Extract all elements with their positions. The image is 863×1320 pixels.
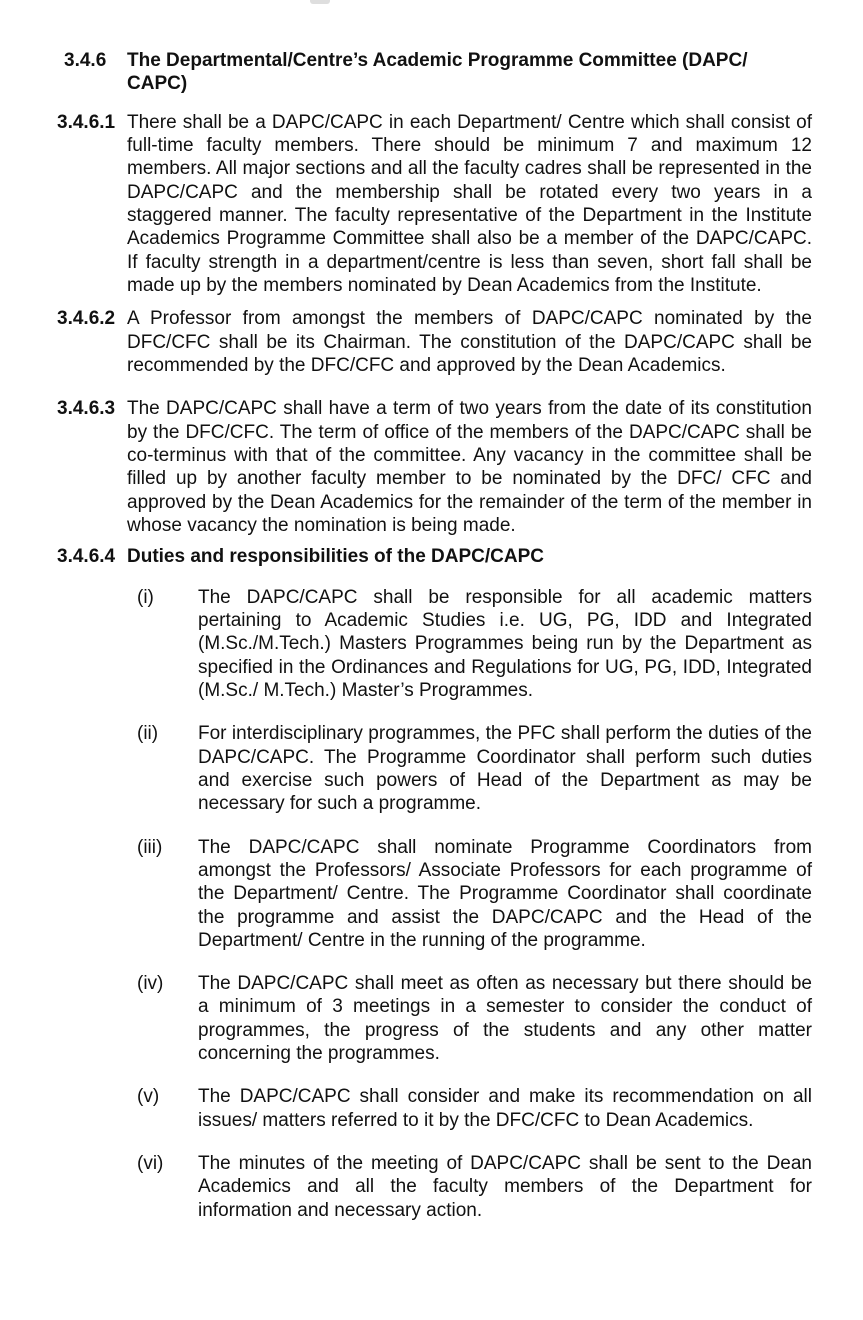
section-paragraph: The DAPC/CAPC shall have a term of two years from the date of its constitution by the DFC/CFC. The term of office of the members of the DAPC/CAPC shall be co-terminus with that of the committee. Any vacancy in the committee shall be filled up by another faculty member to be nominated by the DFC/ CFC and approved by the Dean Academics for the remainder of the term of the member in whose vacancy the nomination is being made. bbox=[127, 398, 812, 536]
section-heading-line-1: The Departmental/Centre’s Academic Programme Committee (DAPC/ bbox=[127, 50, 748, 71]
section-number: 3.4.6.3 bbox=[57, 398, 116, 420]
section-heading-text: Duties and responsibilities of the DAPC/CAPC bbox=[127, 546, 544, 568]
list-item-label: (i) bbox=[137, 586, 154, 608]
section-number: 3.4.6.1 bbox=[57, 111, 116, 133]
list-item-v bbox=[57, 1085, 812, 1132]
section-heading-text bbox=[127, 49, 812, 96]
section-3-4-6-2 bbox=[57, 307, 812, 377]
list-item-text: The minutes of the meeting of DAPC/CAPC shall be sent to the Dean Academics and all the faculty members of the Department for information and necessary action. bbox=[198, 1153, 812, 1221]
section-number: 3.4.6.2 bbox=[57, 308, 116, 330]
scan-artifact bbox=[310, 0, 330, 4]
list-item-label: (iv) bbox=[137, 973, 164, 995]
section-3-4-6-1 bbox=[57, 111, 812, 298]
list-item-label: (ii) bbox=[137, 723, 159, 745]
section-3-4-6-4-heading bbox=[57, 545, 812, 568]
list-item-i bbox=[57, 586, 812, 703]
section-heading-line-2: CAPC) bbox=[127, 73, 188, 95]
list-item-ii bbox=[57, 722, 812, 815]
list-item-label: (vi) bbox=[137, 1153, 164, 1175]
list-item-label: (v) bbox=[137, 1086, 160, 1108]
list-item-text: The DAPC/CAPC shall be responsible for all academic matters pertaining to Academic Studies i.e. UG, PG, IDD and Integrated (M.Sc./M.Tech.) Masters Programmes being run by the Department as specified in the Ordinances and Regulations for UG, PG, IDD, Integrated (M.Sc./ M.Tech.) Master’s Programmes. bbox=[198, 586, 812, 701]
document-content bbox=[57, 49, 812, 1222]
list-item-iv bbox=[57, 972, 812, 1065]
list-item-text: The DAPC/CAPC shall meet as often as necessary but there should be a minimum of 3 meetings in a semester to consider the conduct of programmes, the progress of the students and any other matter concerning the programmes. bbox=[198, 973, 812, 1065]
list-item-text: The DAPC/CAPC shall nominate Programme Coordinators from amongst the Professors/ Associate Professors for each programme of the Department/ Centre. The Programme Coordinator shall coordinate the programme and assist the DAPC/CAPC and the Head of the Department/ Centre in the running of the programme. bbox=[198, 836, 812, 951]
list-item-text: For interdisciplinary programmes, the PFC shall perform the duties of the DAPC/CAPC. The Programme Coordinator shall perform such duties and exercise such powers of Head of the Department as may be necessary for such a programme. bbox=[198, 723, 812, 815]
section-paragraph: There shall be a DAPC/CAPC in each Department/ Centre which shall consist of full-time faculty members. There should be minimum 7 and maximum 12 members. All major sections and all the faculty cadres shall be represented in the DAPC/CAPC and the membership shall be rotated every two years in a staggered manner. The faculty representative of the Department in the Institute Academics Programme Committee shall also be a member of the DAPC/CAPC. If faculty strength in a department/centre is less than seven, short fall shall be made up by the members nominated by Dean Academics from the Institute. bbox=[127, 111, 812, 296]
list-item-iii bbox=[57, 836, 812, 953]
list-item-text: The DAPC/CAPC shall consider and make its recommendation on all issues/ matters referred to it by the DFC/CFC to Dean Academics. bbox=[198, 1086, 812, 1131]
duties-list bbox=[57, 586, 812, 1223]
section-number: 3.4.6 bbox=[64, 50, 107, 71]
section-3-4-6-3 bbox=[57, 397, 812, 537]
section-paragraph: A Professor from amongst the members of DAPC/CAPC nominated by the DFC/CFC shall be its Chairman. The constitution of the DAPC/CAPC shall be recommended by the DFC/CFC and approved by the Dean Academics. bbox=[127, 308, 812, 376]
section-number: 3.4.6.4 bbox=[57, 546, 116, 568]
list-item-vi bbox=[57, 1152, 812, 1222]
list-item-label: (iii) bbox=[137, 836, 163, 858]
section-3-4-6-heading bbox=[57, 49, 812, 96]
